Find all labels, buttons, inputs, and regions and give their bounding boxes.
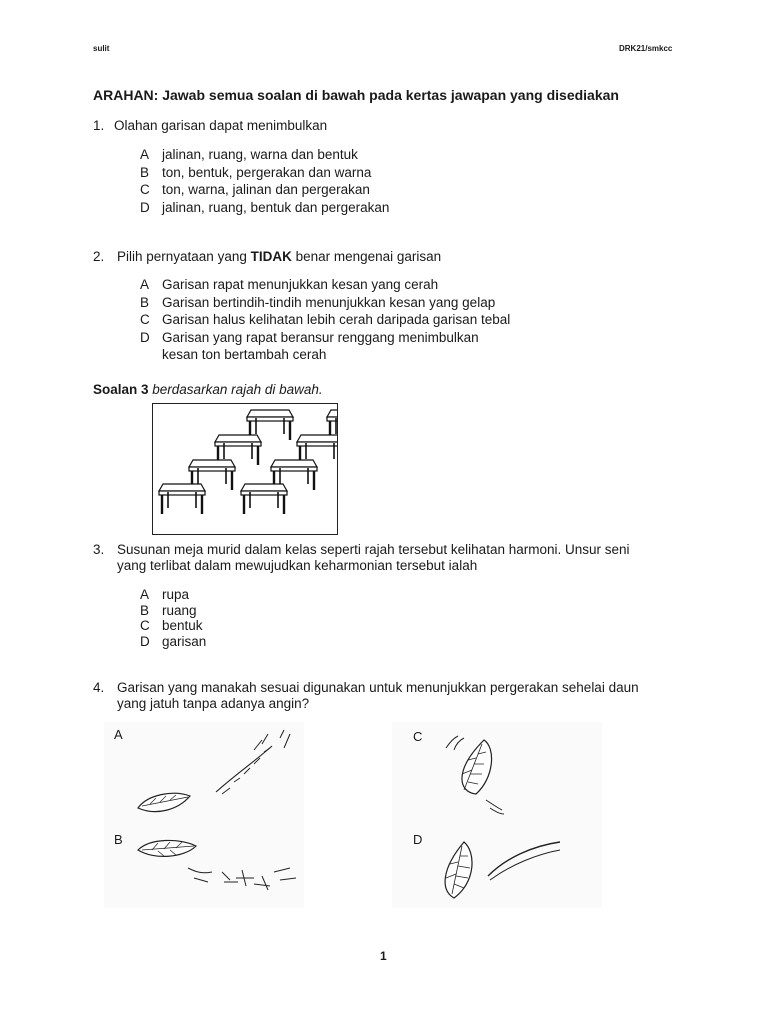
q1-option-b: B ton, bentuk, pergerakan dan warna: [140, 164, 372, 180]
q4-label-c: C: [413, 729, 423, 744]
leaf-ab-illustration: [104, 722, 304, 908]
q4-line2: yang jatuh tanpa adanya angin?: [117, 696, 310, 711]
instruction: ARAHAN: Jawab semua soalan di bawah pada kertas jawapan yang disediakan: [93, 87, 619, 103]
desks-illustration: [153, 404, 337, 534]
q2-options: [140, 276, 510, 364]
q2-number: 2.: [93, 249, 105, 264]
q4-text: [117, 680, 639, 712]
q3-options: [140, 587, 206, 649]
desks-figure: [152, 403, 338, 535]
q2-text: Pilih pernyataan yang TIDAK benar mengenai garisan: [117, 249, 442, 264]
q1-text: Olahan garisan dapat menimbulkan: [114, 118, 328, 133]
q3-text: [117, 542, 630, 574]
q2-option-b: B Garisan bertindih-tindih menunjukkan kesan yang gelap: [140, 294, 496, 310]
q1-option-c: C ton, warna, jalinan dan pergerakan: [140, 182, 370, 197]
q3-number: 3.: [93, 542, 105, 557]
q4-number: 4.: [93, 680, 105, 695]
page-number: 1: [380, 949, 387, 963]
q2-option-c: C Garisan halus kelihatan lebih cerah daripada garisan tebal: [140, 312, 511, 327]
q3-option-b: B ruang: [140, 602, 197, 618]
leaf-image-cd: [392, 722, 602, 908]
q3-option-c: C bentuk: [140, 618, 203, 633]
q1-option-a: A jalinan, ruang, warna dan bentuk: [140, 147, 358, 162]
q1-option-d: D jalinan, ruang, bentuk dan pergerakan: [140, 199, 390, 215]
q2-option-d-line2: kesan ton bertambah cerah: [162, 347, 327, 362]
q1-number: 1.: [93, 118, 105, 133]
q4-line1: Garisan yang manakah sesuai digunakan untuk menunjukkan pergerakan sehelai daun: [117, 680, 639, 695]
leaf-cd-illustration: [392, 722, 602, 908]
q4-label-b: B: [114, 832, 123, 847]
q2-option-a: A Garisan rapat menunjukkan kesan yang cerah: [140, 277, 439, 292]
q3-option-a: A rupa: [140, 587, 190, 602]
q2-option-d: D Garisan yang rapat beransur renggang menimbulkan: [140, 329, 479, 345]
q3-line1: Susunan meja murid dalam kelas seperti rajah tersebut kelihatan harmoni. Unsur seni: [117, 542, 630, 557]
q4-label-a: A: [114, 727, 123, 742]
q3-option-d: D garisan: [140, 633, 207, 649]
q4-label-d: D: [413, 832, 423, 847]
q3-line2: yang terlibat dalam mewujudkan keharmonian tersebut ialah: [117, 558, 478, 573]
soalan3-caption: Soalan 3 berdasarkan rajah di bawah.: [93, 382, 323, 397]
q1-options: [140, 146, 389, 216]
leaf-image-ab: [104, 722, 304, 908]
header-left: sulit: [93, 44, 110, 53]
header-right: DRK21/smkcc: [619, 44, 673, 53]
